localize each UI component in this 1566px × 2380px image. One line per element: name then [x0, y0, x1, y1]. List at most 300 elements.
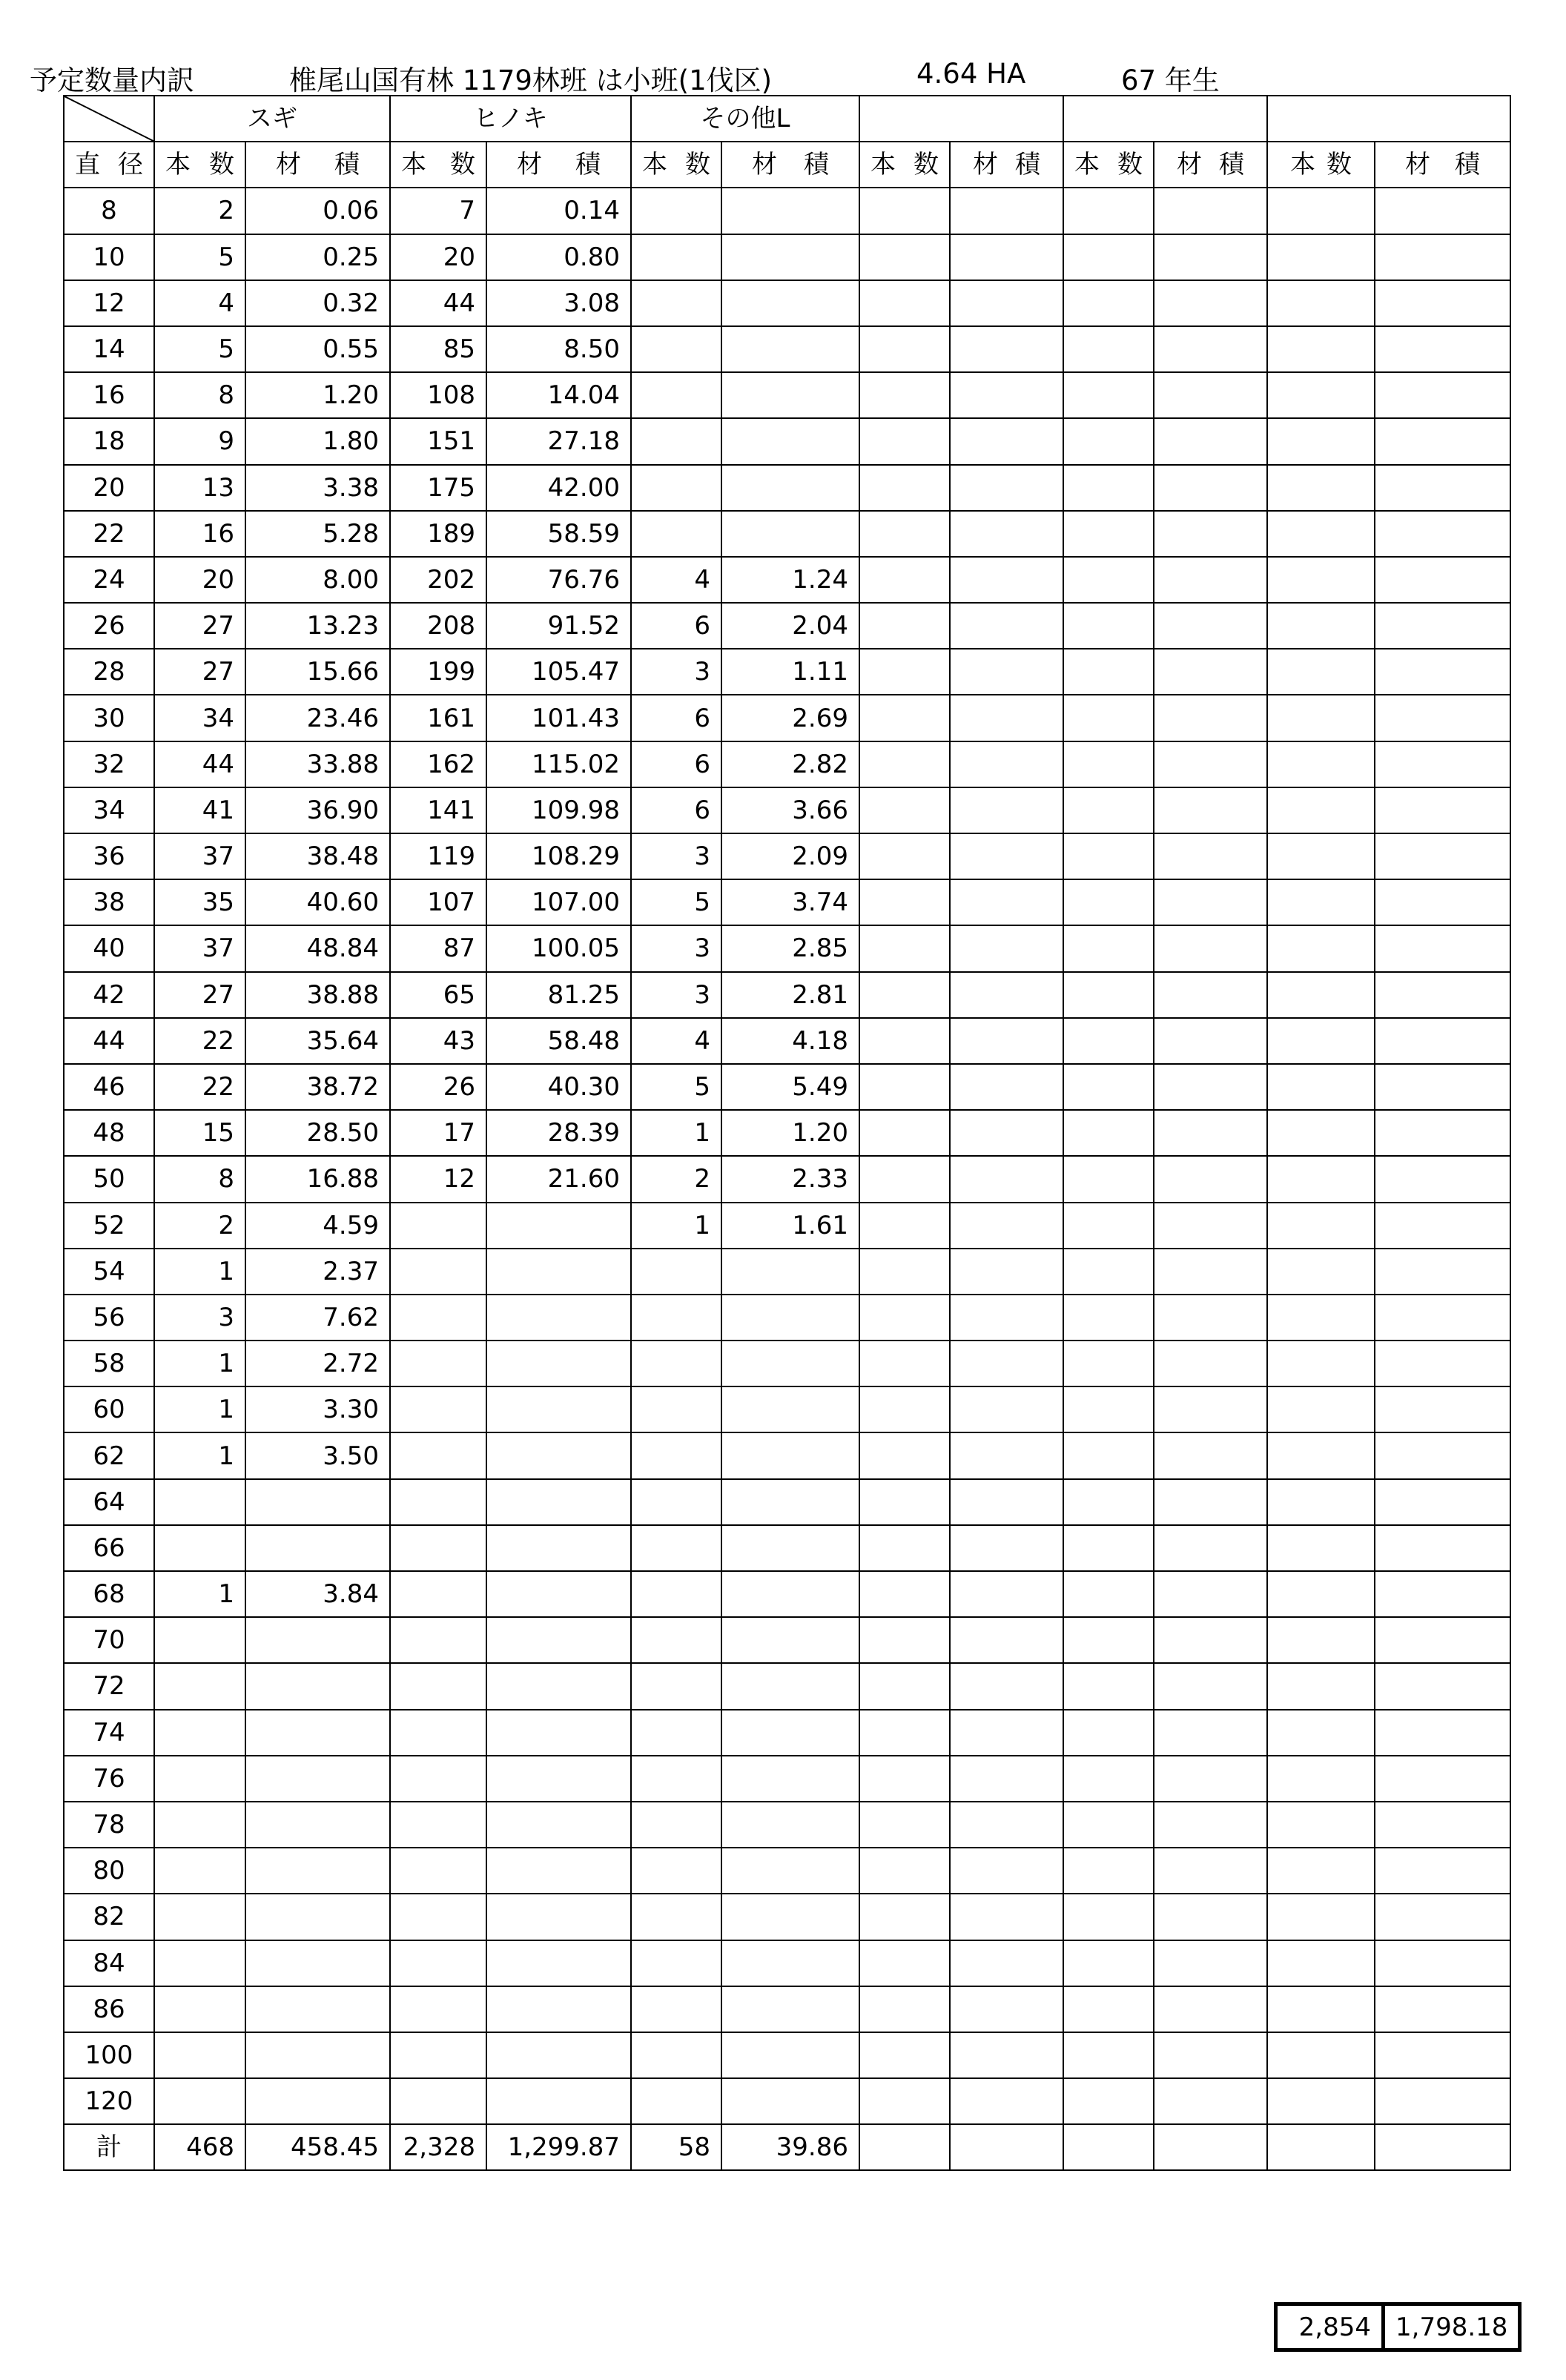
volume-header: 材 積: [486, 142, 631, 188]
empty-cell: [1375, 372, 1510, 418]
empty-cell: [950, 833, 1063, 879]
count-cell: [390, 2032, 486, 2078]
empty-cell: [1063, 695, 1154, 741]
volume-cell: 38.88: [245, 972, 390, 1018]
count-cell: [154, 1756, 245, 1802]
volume-cell: [721, 1479, 859, 1525]
volume-header: 材 積: [245, 142, 390, 188]
volume-cell: 100.05: [486, 925, 631, 971]
diameter-cell: 84: [64, 1940, 154, 1986]
diameter-cell: 80: [64, 1848, 154, 1894]
empty-cell: [1267, 1894, 1375, 1940]
volume-cell: [721, 1894, 859, 1940]
column-header-row: [64, 142, 1510, 188]
volume-cell: [721, 1617, 859, 1663]
empty-cell: [1267, 695, 1375, 741]
volume-cell: 4.59: [245, 1203, 390, 1249]
volume-cell: [721, 1341, 859, 1386]
diameter-header: 直 径: [64, 142, 154, 188]
count-cell: 41: [154, 787, 245, 833]
volume-cell: [486, 1710, 631, 1756]
count-cell: 26: [390, 1064, 486, 1110]
empty-cell: [859, 1249, 950, 1295]
count-cell: [631, 1617, 721, 1663]
empty-cell: [859, 1756, 950, 1802]
empty-cell: [1375, 1432, 1510, 1478]
total-volume-cell: 458.45: [245, 2124, 390, 2170]
empty-cell: [859, 1295, 950, 1341]
empty-cell: [1063, 372, 1154, 418]
count-cell: [631, 326, 721, 372]
empty-cell: [1154, 372, 1267, 418]
diameter-cell: 54: [64, 1249, 154, 1295]
diameter-cell: 56: [64, 1295, 154, 1341]
volume-cell: [245, 1710, 390, 1756]
empty-cell: [1375, 1295, 1510, 1341]
table-row: [64, 1940, 1510, 1986]
count-cell: 43: [390, 1018, 486, 1064]
volume-cell: [486, 1479, 631, 1525]
volume-cell: 48.84: [245, 925, 390, 971]
volume-cell: 105.47: [486, 649, 631, 695]
empty-cell: [1063, 787, 1154, 833]
table-row: [64, 280, 1510, 326]
diameter-cell: 100: [64, 2032, 154, 2078]
empty-cell: [859, 1710, 950, 1756]
volume-cell: 81.25: [486, 972, 631, 1018]
volume-cell: 0.80: [486, 234, 631, 280]
count-cell: [390, 1663, 486, 1709]
count-cell: 1: [154, 1341, 245, 1386]
diameter-cell: 12: [64, 280, 154, 326]
volume-cell: [721, 2078, 859, 2124]
count-cell: [390, 1525, 486, 1571]
count-cell: [631, 1432, 721, 1478]
diameter-cell: 10: [64, 234, 154, 280]
document-title: 予定数量内訳: [30, 65, 194, 96]
count-cell: 4: [631, 1018, 721, 1064]
count-cell: 37: [154, 833, 245, 879]
count-header: 本 数: [1267, 142, 1375, 188]
volume-cell: [486, 2032, 631, 2078]
table-row: [64, 1894, 1510, 1940]
empty-cell: [859, 972, 950, 1018]
empty-cell: [859, 1156, 950, 1202]
empty-cell: [1063, 1802, 1154, 1848]
empty-cell: [950, 1432, 1063, 1478]
empty-cell: [1267, 603, 1375, 649]
count-cell: [390, 1203, 486, 1249]
volume-cell: 1.20: [245, 372, 390, 418]
empty-cell: [1063, 1018, 1154, 1064]
empty-cell: [1154, 2078, 1267, 2124]
count-cell: [631, 1940, 721, 1986]
table-row: [64, 372, 1510, 418]
table-row: [64, 1756, 1510, 1802]
volume-cell: 42.00: [486, 465, 631, 511]
diameter-cell: 38: [64, 879, 154, 925]
empty-cell: [1063, 1756, 1154, 1802]
empty-cell: [1375, 649, 1510, 695]
empty-cell: [859, 1203, 950, 1249]
volume-cell: [721, 1848, 859, 1894]
table-row: [64, 1525, 1510, 1571]
volume-cell: 2.69: [721, 695, 859, 741]
volume-cell: 35.64: [245, 1018, 390, 1064]
count-cell: 12: [390, 1156, 486, 1202]
table-row: [64, 1110, 1510, 1156]
empty-cell: [1267, 1341, 1375, 1386]
empty-cell: [1267, 557, 1375, 603]
count-cell: 5: [154, 234, 245, 280]
count-cell: [390, 1802, 486, 1848]
count-cell: 44: [154, 741, 245, 787]
empty-cell: [1375, 1110, 1510, 1156]
diameter-cell: 48: [64, 1110, 154, 1156]
empty-cell: [1154, 465, 1267, 511]
count-cell: [154, 1848, 245, 1894]
volume-cell: [486, 2078, 631, 2124]
count-cell: [631, 1986, 721, 2032]
empty-cell: [1267, 925, 1375, 971]
volume-cell: 0.32: [245, 280, 390, 326]
total-volume-cell: 39.86: [721, 2124, 859, 2170]
table-row: [64, 833, 1510, 879]
diameter-cell: 66: [64, 1525, 154, 1571]
empty-cell: [1267, 188, 1375, 234]
table-row: [64, 1064, 1510, 1110]
empty-cell: [1063, 1710, 1154, 1756]
empty-cell: [1375, 280, 1510, 326]
empty-cell: [1375, 1894, 1510, 1940]
volume-table: [63, 95, 1511, 2171]
empty-cell: [950, 1156, 1063, 1202]
species-header-empty-3: [1267, 96, 1510, 142]
count-cell: [390, 1894, 486, 1940]
count-cell: 2: [154, 1203, 245, 1249]
empty-cell: [1267, 1848, 1375, 1894]
diameter-cell: 68: [64, 1571, 154, 1617]
empty-cell: [1375, 326, 1510, 372]
volume-cell: [721, 372, 859, 418]
volume-cell: [721, 1802, 859, 1848]
count-cell: [631, 1663, 721, 1709]
volume-cell: [486, 1386, 631, 1432]
diameter-cell: 32: [64, 741, 154, 787]
empty-cell: [1063, 1110, 1154, 1156]
volume-cell: [721, 234, 859, 280]
empty-cell: [1063, 511, 1154, 557]
table-row: [64, 603, 1510, 649]
empty-cell: [950, 372, 1063, 418]
diameter-cell: 24: [64, 557, 154, 603]
volume-cell: 23.46: [245, 695, 390, 741]
empty-cell: [859, 280, 950, 326]
empty-cell: [859, 1018, 950, 1064]
diameter-cell: 76: [64, 1756, 154, 1802]
volume-cell: 21.60: [486, 1156, 631, 1202]
empty-cell: [950, 1894, 1063, 1940]
empty-cell: [1267, 1018, 1375, 1064]
volume-cell: [486, 1940, 631, 1986]
count-header: 本 数: [631, 142, 721, 188]
volume-cell: [721, 1249, 859, 1295]
count-cell: 27: [154, 972, 245, 1018]
table-row: [64, 1617, 1510, 1663]
empty-cell: [1063, 1525, 1154, 1571]
count-cell: [390, 1479, 486, 1525]
count-cell: [390, 1341, 486, 1386]
empty-cell: [1375, 2032, 1510, 2078]
grand-total-volume: 1,798.18: [1384, 2304, 1520, 2350]
empty-cell: [1154, 1249, 1267, 1295]
volume-cell: 3.66: [721, 787, 859, 833]
empty-cell: [950, 603, 1063, 649]
volume-cell: 2.85: [721, 925, 859, 971]
empty-cell: [1154, 695, 1267, 741]
diameter-cell: 120: [64, 2078, 154, 2124]
count-cell: 5: [631, 1064, 721, 1110]
count-cell: [154, 1710, 245, 1756]
empty-cell: [1375, 465, 1510, 511]
empty-cell: [950, 649, 1063, 695]
total-volume-cell: 1,299.87: [486, 2124, 631, 2170]
table-row: [64, 1986, 1510, 2032]
empty-cell: [950, 1386, 1063, 1432]
diameter-cell: 18: [64, 418, 154, 464]
volume-cell: 1.20: [721, 1110, 859, 1156]
diameter-cell: 72: [64, 1663, 154, 1709]
total-count-cell: 468: [154, 2124, 245, 2170]
empty-cell: [1267, 418, 1375, 464]
count-cell: [154, 1663, 245, 1709]
count-cell: 6: [631, 695, 721, 741]
empty-cell: [950, 326, 1063, 372]
empty-cell: [950, 1710, 1063, 1756]
count-header: 本 数: [859, 142, 950, 188]
count-cell: 119: [390, 833, 486, 879]
volume-cell: 40.60: [245, 879, 390, 925]
volume-cell: 1.80: [245, 418, 390, 464]
empty-cell: [1267, 1663, 1375, 1709]
empty-cell: [1375, 1802, 1510, 1848]
empty-cell: [1375, 833, 1510, 879]
empty-cell: [1267, 1064, 1375, 1110]
table-row: [64, 2032, 1510, 2078]
count-cell: 189: [390, 511, 486, 557]
empty-cell: [1154, 1848, 1267, 1894]
volume-cell: [245, 2078, 390, 2124]
empty-cell: [1267, 1756, 1375, 1802]
empty-cell: [1154, 1756, 1267, 1802]
table-row: [64, 1663, 1510, 1709]
empty-cell: [950, 418, 1063, 464]
empty-cell: [1267, 234, 1375, 280]
count-cell: 8: [154, 372, 245, 418]
table-row: [64, 787, 1510, 833]
empty-cell: [950, 1848, 1063, 1894]
diameter-cell: 58: [64, 1341, 154, 1386]
volume-cell: 4.18: [721, 1018, 859, 1064]
table-row: [64, 695, 1510, 741]
empty-cell: [950, 787, 1063, 833]
empty-cell: [859, 1986, 950, 2032]
volume-cell: [486, 1617, 631, 1663]
volume-cell: 107.00: [486, 879, 631, 925]
empty-cell: [1267, 372, 1375, 418]
volume-cell: 58.48: [486, 1018, 631, 1064]
count-cell: 202: [390, 557, 486, 603]
diameter-cell: 78: [64, 1802, 154, 1848]
count-cell: 16: [154, 511, 245, 557]
empty-cell: [1375, 1249, 1510, 1295]
empty-cell: [1375, 1848, 1510, 1894]
volume-cell: [721, 188, 859, 234]
count-cell: [631, 2078, 721, 2124]
diameter-cell: 70: [64, 1617, 154, 1663]
volume-cell: 38.48: [245, 833, 390, 879]
volume-cell: 0.55: [245, 326, 390, 372]
volume-cell: [721, 1986, 859, 2032]
count-cell: [390, 1940, 486, 1986]
count-cell: 7: [390, 188, 486, 234]
table-row: [64, 1710, 1510, 1756]
volume-cell: [486, 1203, 631, 1249]
empty-cell: [1063, 234, 1154, 280]
empty-cell: [1267, 1479, 1375, 1525]
count-cell: [631, 1802, 721, 1848]
count-cell: [390, 1986, 486, 2032]
count-cell: 107: [390, 879, 486, 925]
diameter-cell: 34: [64, 787, 154, 833]
table-row: [64, 1479, 1510, 1525]
empty-cell: [859, 649, 950, 695]
empty-cell: [1154, 1341, 1267, 1386]
volume-cell: [245, 1848, 390, 1894]
volume-cell: 2.04: [721, 603, 859, 649]
volume-cell: 13.23: [245, 603, 390, 649]
diameter-cell: 86: [64, 1986, 154, 2032]
empty-cell: [1375, 787, 1510, 833]
empty-cell: [859, 1432, 950, 1478]
diameter-cell: 14: [64, 326, 154, 372]
empty-cell: [1267, 1710, 1375, 1756]
count-cell: 9: [154, 418, 245, 464]
diameter-cell: 22: [64, 511, 154, 557]
volume-cell: [245, 1756, 390, 1802]
empty-cell: [859, 326, 950, 372]
total-count-cell: 2,328: [390, 2124, 486, 2170]
diameter-cell: 82: [64, 1894, 154, 1940]
empty-cell: [1063, 188, 1154, 234]
volume-cell: 0.06: [245, 188, 390, 234]
empty-cell: [1375, 603, 1510, 649]
corner-diagonal-cell: [64, 96, 154, 142]
empty-cell: [950, 1064, 1063, 1110]
table-row: [64, 1848, 1510, 1894]
volume-cell: [721, 280, 859, 326]
volume-cell: [721, 1571, 859, 1617]
count-cell: [390, 1710, 486, 1756]
area-value: 4.64 HA: [916, 58, 1026, 90]
empty-cell: [859, 1479, 950, 1525]
empty-cell: [859, 1802, 950, 1848]
count-cell: 44: [390, 280, 486, 326]
count-cell: 141: [390, 787, 486, 833]
count-cell: 1: [154, 1432, 245, 1478]
empty-cell: [859, 2032, 950, 2078]
count-cell: [390, 1756, 486, 1802]
empty-cell: [950, 2124, 1063, 2170]
volume-cell: 3.08: [486, 280, 631, 326]
empty-cell: [1154, 326, 1267, 372]
volume-cell: 2.33: [721, 1156, 859, 1202]
empty-cell: [1063, 465, 1154, 511]
empty-cell: [1063, 2078, 1154, 2124]
empty-cell: [1375, 1064, 1510, 1110]
empty-cell: [1267, 972, 1375, 1018]
volume-cell: 101.43: [486, 695, 631, 741]
empty-cell: [950, 1295, 1063, 1341]
count-cell: [154, 1479, 245, 1525]
empty-cell: [1375, 1018, 1510, 1064]
empty-cell: [1267, 2078, 1375, 2124]
count-cell: 199: [390, 649, 486, 695]
empty-cell: [1154, 1386, 1267, 1432]
volume-cell: 91.52: [486, 603, 631, 649]
count-cell: [390, 1386, 486, 1432]
volume-cell: 3.74: [721, 879, 859, 925]
volume-cell: 2.72: [245, 1341, 390, 1386]
count-header: 本 数: [390, 142, 486, 188]
table-row: [64, 188, 1510, 234]
count-cell: [154, 1525, 245, 1571]
empty-cell: [1063, 1064, 1154, 1110]
table-row: [64, 1203, 1510, 1249]
empty-cell: [859, 465, 950, 511]
diameter-cell: 8: [64, 188, 154, 234]
empty-cell: [1267, 2124, 1375, 2170]
empty-cell: [1063, 1156, 1154, 1202]
empty-cell: [1375, 1341, 1510, 1386]
empty-cell: [1154, 1295, 1267, 1341]
empty-cell: [1267, 1986, 1375, 2032]
volume-cell: 8.00: [245, 557, 390, 603]
count-cell: 27: [154, 649, 245, 695]
count-cell: 65: [390, 972, 486, 1018]
empty-cell: [1267, 465, 1375, 511]
table-row: [64, 925, 1510, 971]
count-cell: 3: [631, 972, 721, 1018]
volume-cell: [721, 1525, 859, 1571]
empty-cell: [950, 695, 1063, 741]
volume-cell: 2.09: [721, 833, 859, 879]
volume-cell: [721, 1940, 859, 1986]
volume-cell: 0.14: [486, 188, 631, 234]
empty-cell: [1154, 557, 1267, 603]
empty-cell: [1154, 1986, 1267, 2032]
empty-cell: [1154, 1894, 1267, 1940]
count-cell: 85: [390, 326, 486, 372]
empty-cell: [950, 188, 1063, 234]
empty-cell: [1063, 1249, 1154, 1295]
empty-cell: [950, 1802, 1063, 1848]
volume-cell: [721, 1386, 859, 1432]
table-row: [64, 465, 1510, 511]
empty-cell: [859, 879, 950, 925]
volume-header: 材 積: [721, 142, 859, 188]
empty-cell: [1154, 280, 1267, 326]
